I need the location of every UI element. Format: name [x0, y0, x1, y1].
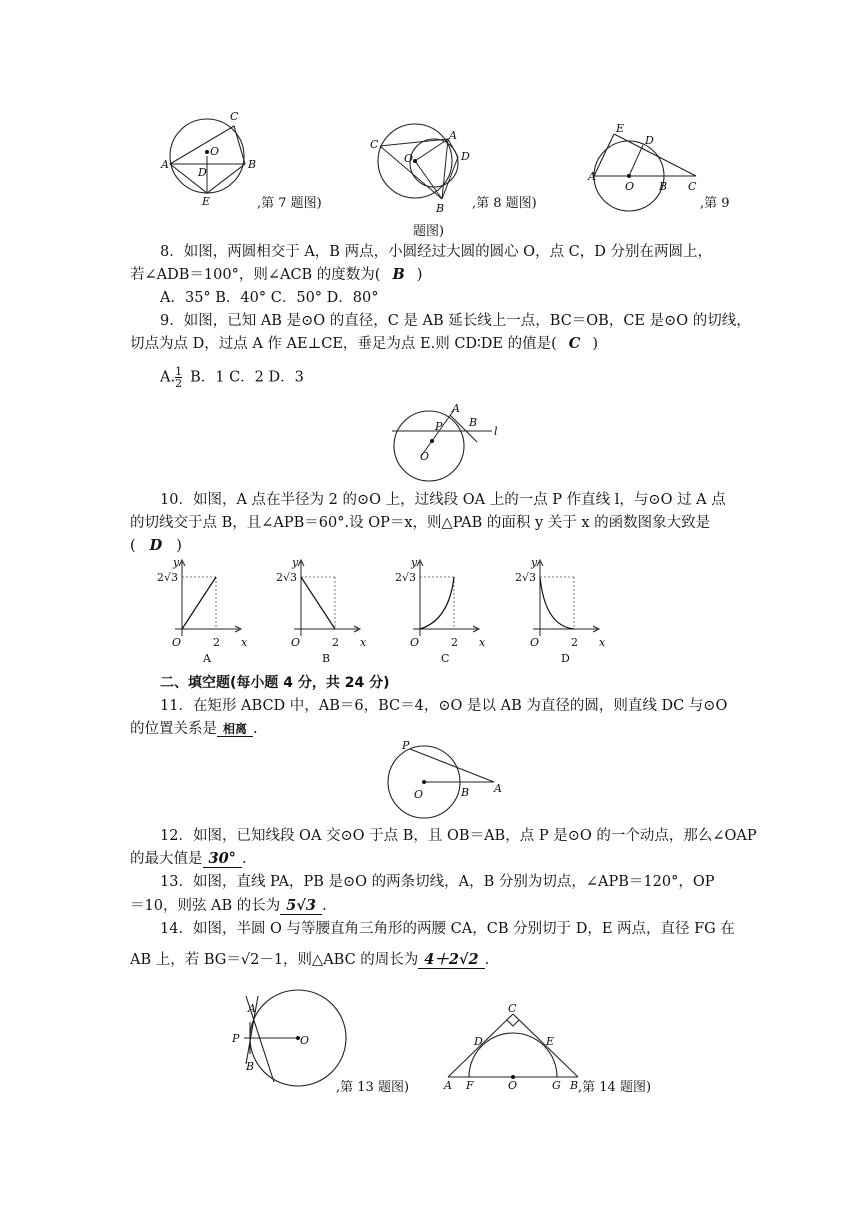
svg-text:C: C: [688, 180, 697, 193]
svg-text:B: B: [248, 158, 257, 171]
svg-text:C: C: [508, 1002, 517, 1015]
graph-option-label: C: [441, 652, 450, 665]
q9-close: ): [592, 336, 599, 352]
q9-options: [160, 366, 304, 389]
q14-line2: [130, 950, 489, 970]
y-tick-label: 2√3: [395, 571, 417, 584]
figure-13-caption: ,第 13 题图): [336, 1080, 410, 1095]
svg-text:B: B: [570, 1079, 579, 1092]
svg-text:E: E: [616, 122, 625, 135]
q10-answer: D: [149, 537, 163, 554]
svg-text:O: O: [404, 152, 414, 165]
q14-answer: 4＋2√2: [418, 951, 484, 969]
x-axis-label: x: [360, 636, 367, 649]
q11-end: .: [253, 721, 258, 737]
origin-label: O: [530, 636, 540, 649]
graph-curve: [182, 577, 216, 629]
graph-curve: [301, 577, 335, 629]
svg-text:D: D: [461, 150, 470, 163]
q10-line1: 10．如图，A 点在半径为 2 的⊙O 上，过线段 OA 上的一点 P 作直线 l，与⊙O 过 A 点: [160, 492, 726, 508]
svg-text:B: B: [461, 786, 470, 799]
graph-option-label: A: [203, 652, 211, 665]
y-tick-label: 2√3: [515, 571, 537, 584]
figure-7-caption: ,第 7 题图): [257, 196, 322, 211]
q12-answer: 30°: [203, 850, 242, 868]
x-tick-label: 2: [451, 636, 458, 649]
svg-text:G: G: [552, 1079, 561, 1092]
q13-stem: ＝10，则弦 AB 的长为: [130, 898, 281, 914]
figure-7: [160, 108, 270, 208]
x-axis-label: x: [479, 636, 486, 649]
section-2-heading: 二、填空题(每小题 4 分，共 24 分): [160, 675, 390, 691]
q9-option-a-label: A.: [160, 369, 176, 386]
origin-label: O: [172, 636, 182, 649]
svg-text:D: D: [198, 166, 207, 179]
figure-12: [394, 736, 514, 820]
svg-text:O: O: [625, 180, 635, 193]
q10-graph-c: [393, 556, 488, 666]
q13-answer: 5√3: [280, 897, 322, 915]
graph-curve: [540, 577, 574, 629]
svg-text:D: D: [474, 1035, 483, 1048]
svg-text:C: C: [370, 138, 379, 151]
figure-8-caption: ,第 8 题图): [472, 196, 537, 211]
origin-label: O: [291, 636, 301, 649]
q9-line2: [130, 334, 598, 354]
svg-text:B: B: [659, 180, 668, 193]
svg-text:B: B: [246, 1060, 255, 1073]
x-tick-label: 2: [332, 636, 339, 649]
q8-close: ): [416, 267, 423, 283]
figure-9-caption-a: ,第 9: [700, 196, 730, 211]
q14-stem: AB 上，若 BG＝√2－1，则△ABC 的周长为: [130, 952, 419, 968]
q10-open: (: [130, 538, 136, 554]
figure-14: [438, 1000, 588, 1095]
svg-text:E: E: [546, 1035, 555, 1048]
svg-text:A: A: [494, 782, 502, 795]
y-tick-label: 2√3: [276, 571, 298, 584]
svg-text:O: O: [210, 145, 220, 158]
origin-label: O: [410, 636, 420, 649]
q10-graph-a: [155, 556, 250, 666]
q12-stem: 的最大值是: [130, 851, 203, 867]
x-axis-label: x: [241, 636, 248, 649]
q9-option-a-numerator: 1: [175, 365, 183, 378]
q11-line2: [130, 719, 258, 739]
svg-text:l: l: [494, 425, 498, 438]
figure-13: [228, 990, 338, 1090]
svg-text:A: A: [452, 402, 460, 415]
q9-answer: C: [568, 335, 581, 352]
svg-text:B: B: [469, 416, 478, 429]
q10-graph-d: [513, 556, 608, 666]
svg-text:O: O: [414, 788, 424, 801]
q8-options: A．35° B．40° C．50° D．80°: [160, 290, 379, 306]
svg-text:A: A: [161, 158, 169, 171]
figure-8: [370, 118, 480, 214]
q12-end: .: [241, 851, 247, 867]
graph-option-label: D: [561, 652, 570, 665]
y-axis-label: y: [292, 556, 299, 569]
graph-option-label: B: [322, 652, 331, 665]
q10-line2: 的切线交于点 B，且∠APB＝60°.设 OP＝x，则△PAB 的面积 y 关于 x 的函数图象大致是: [130, 515, 711, 531]
q11-answer: 相离: [217, 722, 253, 737]
figure-14-caption: ,第 14 题图): [578, 1080, 652, 1095]
q9-options-rest: B．1 C．2 D．3: [190, 369, 304, 386]
q8-line2: [130, 265, 422, 285]
svg-text:A: A: [248, 1002, 256, 1015]
q14-line1: 14．如图，半圆 O 与等腰直角三角形的两腰 CA，CB 分别切于 D，E 两点，直径 FG 在: [160, 921, 735, 937]
svg-text:P: P: [402, 739, 410, 752]
q9-option-a-denominator: 2: [175, 377, 183, 390]
svg-text:E: E: [202, 195, 211, 208]
svg-text:O: O: [420, 450, 430, 463]
q8-stem: 若∠ADB＝100°，则∠ACB 的度数为(: [130, 267, 381, 283]
svg-text:A: A: [449, 129, 457, 142]
figure-10: [392, 402, 507, 482]
y-axis-label: y: [531, 556, 538, 569]
q8-line1: 8．如图，两圆相交于 A，B 两点，小圆经过大圆的圆心 O，点 C，D 分别在两圆上，: [160, 244, 713, 260]
svg-text:B: B: [436, 202, 445, 215]
q13-line1: 13．如图，直线 PA，PB 是⊙O 的两条切线，A，B 分别为切点，∠APB＝120°，OP: [160, 874, 715, 890]
svg-text:O: O: [300, 1034, 310, 1047]
q9-stem: 切点为点 D，过点 A 作 AE⊥CE，垂足为点 E.则 CD∶DE 的值是(: [130, 336, 557, 352]
x-axis-label: x: [599, 636, 606, 649]
q12-line2: [130, 849, 247, 869]
svg-text:P: P: [232, 1032, 240, 1045]
svg-text:D: D: [645, 134, 654, 147]
x-tick-label: 2: [213, 636, 220, 649]
q12-line1: 12．如图，已知线段 OA 交⊙O 于点 B，且 OB＝AB，点 P 是⊙O 的一个动点，那么∠OAP: [160, 828, 757, 844]
q9-line1: 9．如图，已知 AB 是⊙O 的直径，C 是 AB 延长线上一点，BC＝OB，CE 是⊙O 的切线，: [160, 313, 751, 329]
q11-stem: 的位置关系是: [130, 721, 217, 737]
y-axis-label: y: [411, 556, 418, 569]
svg-text:O: O: [508, 1079, 518, 1092]
y-axis-label: y: [173, 556, 180, 569]
q13-end: .: [322, 898, 327, 914]
svg-text:A: A: [444, 1079, 452, 1092]
figure-9: [588, 122, 703, 212]
y-tick-label: 2√3: [157, 571, 179, 584]
graph-curve: [420, 577, 454, 629]
q10-graph-b: [274, 556, 369, 666]
svg-text:F: F: [466, 1079, 474, 1092]
svg-text:C: C: [230, 110, 239, 123]
q8-answer: B: [392, 266, 405, 283]
figure-9-caption-b: 题图): [413, 224, 445, 239]
q11-line1: 11．在矩形 ABCD 中，AB＝6，BC＝4，⊙O 是以 AB 为直径的圆，则直线 DC 与⊙O: [160, 698, 728, 714]
q14-end: .: [484, 952, 490, 968]
q13-line2: [130, 896, 327, 916]
x-tick-label: 2: [571, 636, 578, 649]
q10-close: ): [176, 538, 182, 554]
svg-text:A: A: [588, 170, 596, 183]
q10-line3: [130, 536, 182, 556]
svg-text:P: P: [435, 420, 443, 433]
